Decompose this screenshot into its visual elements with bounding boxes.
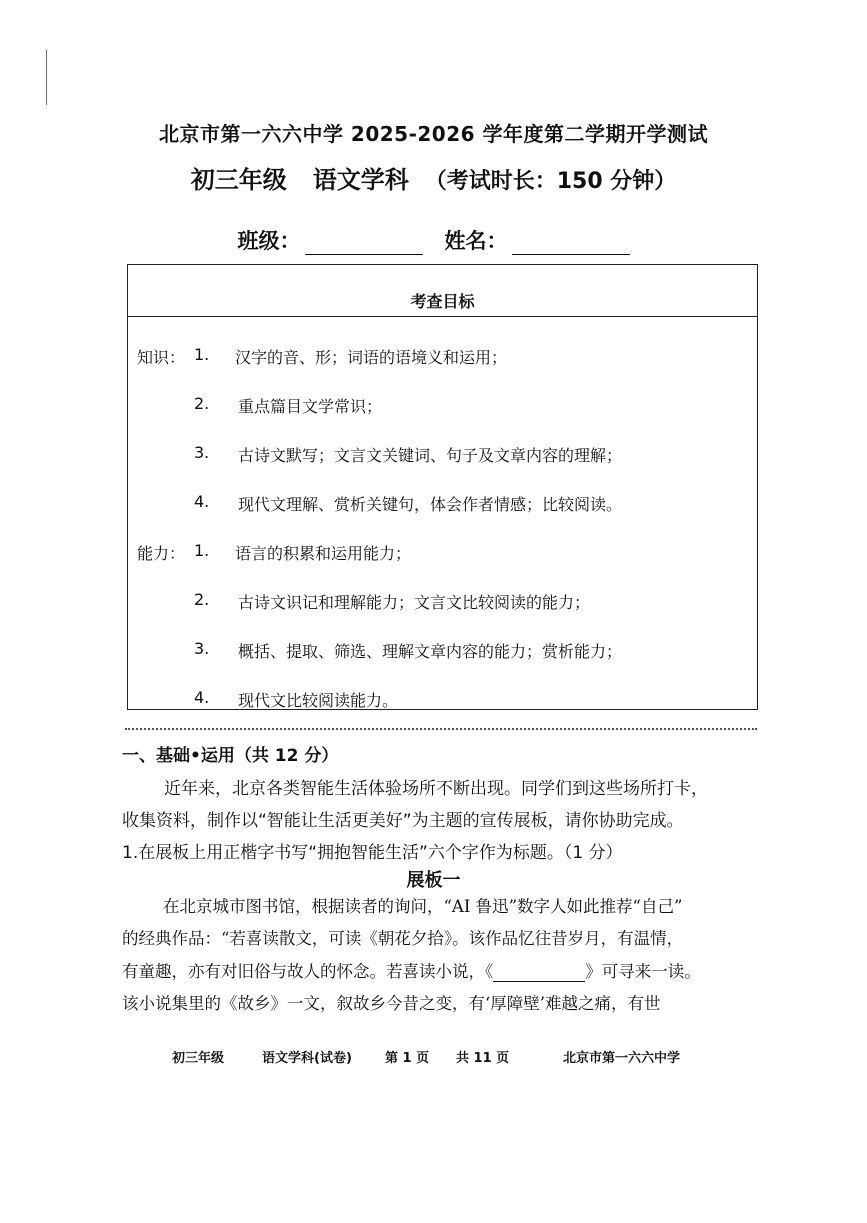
footer-page: 第 1 页 [385,1051,430,1066]
section1-heading: 一、基础•运用（共 12 分） [122,746,339,766]
board-line-4: 该小说集里的《故乡》一文，叙故乡今昔之变，有‘厚障壁’难越之痛，有世 [122,994,661,1013]
footer-grade: 初三年级 [172,1051,225,1066]
board-heading: 展板一 [406,870,461,891]
ability-label: 能力： [137,544,186,563]
duration-label: （考试时长：150 分钟） [424,169,677,194]
objectives-title: 考查目标 [410,292,475,311]
dotted-divider [125,728,757,730]
name-blank[interactable] [512,234,630,255]
name-label: 姓名： [444,229,508,253]
book-title-blank[interactable] [493,964,585,982]
board-line-1: 在北京城市图书馆，根据读者的询问，“AI 鲁迅”数字人如此推荐“自己” [163,897,683,916]
class-blank[interactable] [305,234,423,255]
grade-label: 初三年级 [190,166,287,194]
exam-title: 北京市第一六六中学 2025-2026 学年度第二学期开学测试 [158,122,709,146]
intro-line-1: 近年来，北京各类智能生活体验场所不断出现。同学们到这些场所打卡， [164,779,708,799]
student-info-fields [0,225,867,255]
footer-school: 北京市第一六六中学 [563,1051,681,1066]
footer-subject: 语文学科(试卷) [262,1051,352,1066]
board-line-3: 有童趣，亦有对旧俗与故人的怀念。若喜读小说，《 》可寻来一读。 [122,962,701,981]
exam-subtitle [0,160,867,195]
board-line-2: 的经典作品：“若喜读散文，可读《朝花夕拾》。该作品忆往昔岁月，有温情， [122,929,684,948]
intro-line-2: 收集资料，制作以“智能让生活更美好”为主题的宣传展板，请你协助完成。 [122,811,684,831]
class-label: 班级： [237,229,301,253]
subject-label: 语文学科 [312,166,409,194]
question-1: 1.在展板上用正楷字书写“拥抱智能生活”六个字作为标题。（1 分） [122,843,623,863]
knowledge-label: 知识： [137,348,186,367]
footer-total: 共 11 页 [456,1051,510,1066]
objectives-box: 考查目标 知识： 1. 汉字的音、形；词语的语境义和运用； 2. 重点篇目文学常识； 3. 古诗文默写；文言文关键词、句子及文章内容的理解； 4. 现代文理解、赏析关键句，体会作者情感；比较阅读。 能力： 1. 语言的积累和运用能力； 2. 古诗文识记和理解能力；文言文比较阅读的能力； 3. 概括、提取、筛选、理解文章内容的能力；赏析能力； 4. 现代文比较阅读能力。 [127,264,758,710]
scan-artifact-line [46,50,47,105]
